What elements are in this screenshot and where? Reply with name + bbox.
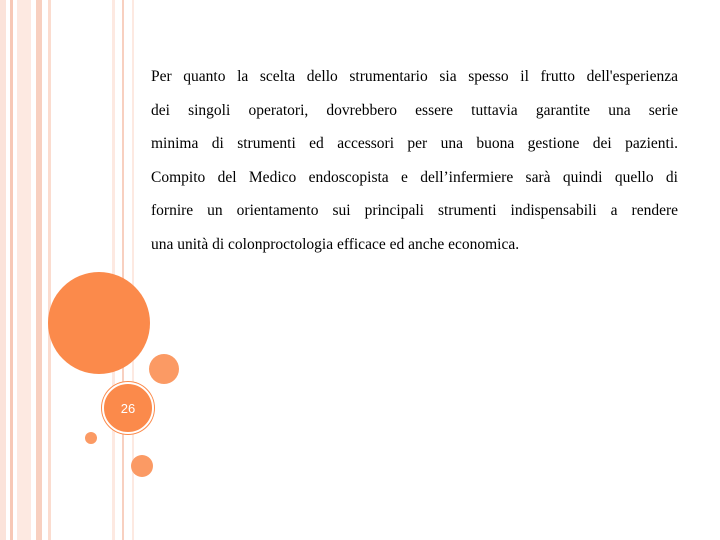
paragraph-line: dei singoli operatori, dovrebbero essere tuttavia garantite una serie: [151, 101, 678, 119]
slide-number: 26: [120, 400, 136, 416]
stripe: [112, 0, 115, 540]
stripe: [36, 0, 42, 540]
stripe: [122, 0, 124, 540]
stripe: [10, 0, 13, 540]
paragraph-line: Per quanto la scelta dello strumentario sia spesso il frutto dell'esperienza: [151, 68, 678, 85]
paragraph-line: fornire un orientamento sui principali strumenti indispensabili a rendere: [151, 202, 678, 219]
decorative-stripes: [0, 0, 140, 540]
decorative-circle-large: [48, 272, 150, 374]
stripe: [17, 0, 31, 540]
paragraph-line: minima di strumenti ed accessori per una buona gestione dei pazienti.: [151, 135, 678, 152]
decorative-circle-medium: [149, 354, 179, 384]
paragraph-line: Compito del Medico endoscopista e dell’infermiere sarà quindi quello di: [151, 168, 678, 186]
decorative-circle-tiny: [85, 432, 97, 444]
stripe: [48, 0, 51, 540]
decorative-circle-small: [131, 455, 153, 477]
body-paragraph: [151, 60, 678, 261]
stripe: [0, 0, 6, 540]
paragraph-line: una unità di colonproctologia efficace ed anche economica.: [151, 235, 520, 253]
